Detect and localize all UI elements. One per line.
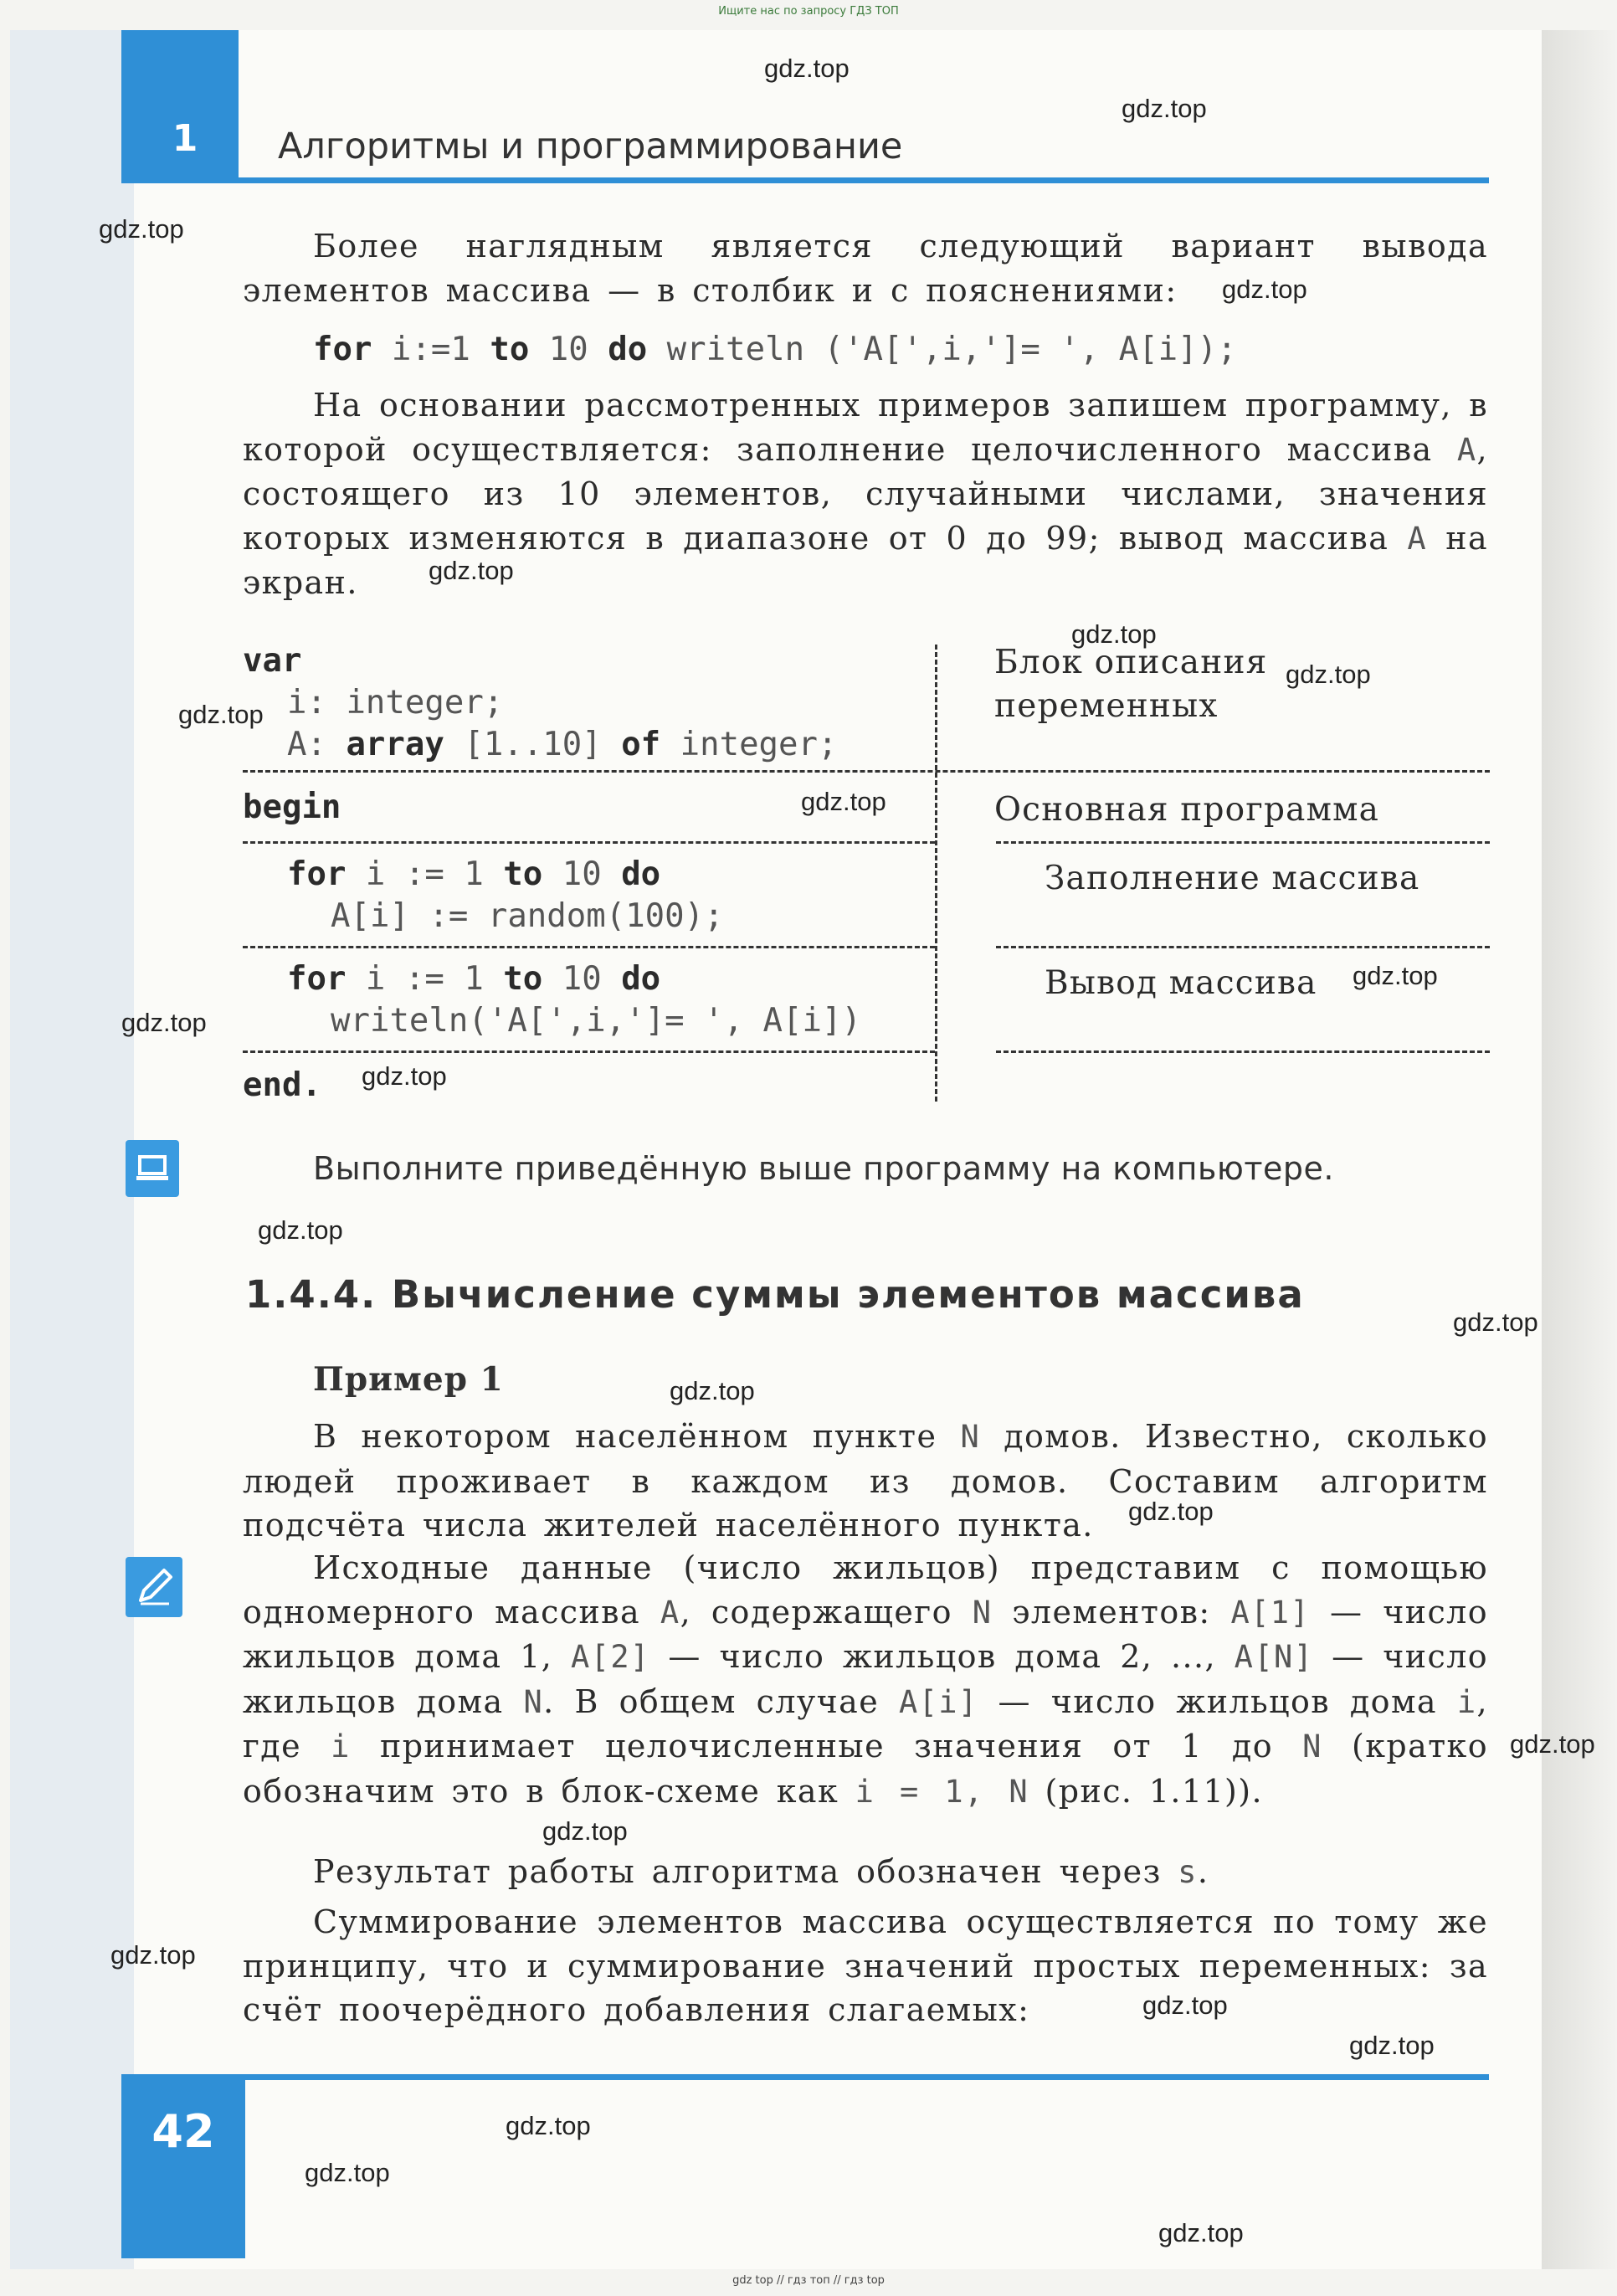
watermark: gdz.top <box>670 1376 755 1405</box>
text-run: — число жильцов дома 1, <box>243 1593 1488 1675</box>
comment-output-array: Вывод массива <box>1045 964 1317 1002</box>
inline-code: A <box>660 1594 680 1631</box>
table-divider <box>243 770 1490 773</box>
watermark: gdz.top <box>362 1061 447 1091</box>
code-output-statement: writeln('A[',i,']= ', A[i]) <box>331 1002 861 1040</box>
watermark: gdz.top <box>121 1008 207 1037</box>
text-run: , где <box>243 1682 1488 1764</box>
text-run: — число жильцов дома <box>978 1682 1457 1720</box>
watermark: gdz.top <box>1071 619 1157 649</box>
watermark: gdz.top <box>542 1816 628 1846</box>
text-run: На основании рассмотренных примеров запишем программу, в которой осуществляется: заполнение целочисленного массива <box>243 387 1488 468</box>
watermark: gdz.top <box>1158 2218 1244 2247</box>
inline-code: i <box>1456 1683 1477 1720</box>
keyword: do <box>608 331 648 368</box>
text-run: , содержащего <box>680 1593 973 1631</box>
header-rule <box>121 177 1489 183</box>
watermark: gdz.top <box>1122 94 1207 123</box>
inline-code: A <box>1407 520 1428 557</box>
inline-code: A[i] <box>898 1683 978 1720</box>
computer-task-note: Выполните приведённую выше программу на компьютере. <box>313 1150 1334 1187</box>
text-run: элементов: <box>992 1593 1231 1631</box>
watermark: gdz.top <box>178 700 264 729</box>
inline-code: A <box>1456 431 1477 468</box>
code-begin <box>243 787 341 829</box>
comment-main-program: Основная программа <box>994 791 1380 829</box>
left-margin-strip <box>10 30 134 2269</box>
inline-code: A[1] <box>1230 1594 1311 1631</box>
keyword: to <box>490 331 530 368</box>
example-title: Пример 1 <box>313 1360 504 1399</box>
code-text: i := 1 <box>346 855 504 893</box>
text-run: Исходные данные (число жильцов) представим с помощью одномерного массива <box>243 1549 1488 1631</box>
table-divider <box>243 1050 935 1053</box>
page-number: 42 <box>151 2105 215 2158</box>
top-search-note: Ищите нас по запросу ГДЗ ТОП <box>718 5 899 18</box>
watermark: gdz.top <box>801 787 886 816</box>
code-fill-statement: A[i] := random(100); <box>331 897 724 935</box>
table-divider <box>996 946 1490 948</box>
intro-code-line <box>313 329 1237 371</box>
text-run: домов. Известно, сколько людей проживает в каждом из домов. Составим алгоритм подсчёта числа жителей населённого пункта. <box>243 1418 1489 1544</box>
inline-code: A[2] <box>570 1639 650 1675</box>
watermark: gdz.top <box>1510 1729 1595 1759</box>
inline-code: N <box>523 1683 544 1720</box>
inline-code: N <box>960 1419 981 1455</box>
watermark: gdz.top <box>429 556 514 585</box>
watermark: gdz.top <box>506 2111 591 2140</box>
keyword: to <box>503 960 543 998</box>
code-text: writeln ('A[',i,']= ', A[i]); <box>647 331 1237 368</box>
code-text: integer; <box>660 726 838 763</box>
watermark: gdz.top <box>1222 275 1307 304</box>
keyword: for <box>287 960 346 998</box>
inline-code: i = 1, N <box>855 1773 1029 1810</box>
code-fill-loop <box>287 854 660 896</box>
code-text: A: <box>287 726 346 763</box>
code-output-loop <box>287 958 660 1000</box>
chapter-number: 1 <box>172 117 198 160</box>
watermark: gdz.top <box>764 54 850 83</box>
watermark: gdz.top <box>1128 1497 1214 1526</box>
intro-paragraph: Более наглядным является следующий вариант вывода элементов массива — в столбик и с пояснениями: <box>243 228 1488 309</box>
keyword: of <box>621 726 661 763</box>
code-text: 10 <box>529 331 608 368</box>
text-run: Результат работы алгоритма обозначен через <box>313 1853 1178 1890</box>
code-end <box>243 1065 321 1107</box>
text-run: — число жильцов дома 2, ..., <box>649 1638 1235 1675</box>
table-divider <box>243 841 935 844</box>
code-a-declaration <box>287 724 837 766</box>
page-edge-shadow <box>1542 30 1617 2269</box>
text-run: — число жильцов дома <box>243 1638 1489 1720</box>
watermark: gdz.top <box>110 1940 196 1970</box>
code-var <box>243 640 301 682</box>
example-paragraph-4: Суммирование элементов массива осуществляется по тому же принципу, что и суммирование значений простых переменных: за счёт поочерёдного добавления слагаемых: <box>243 1903 1488 2028</box>
comment-declarations: Блок описания переменных <box>994 644 1268 725</box>
text-run: принимает целочисленные значения от 1 до <box>350 1728 1303 1764</box>
computer-icon <box>126 1140 179 1197</box>
watermark: gdz.top <box>99 214 184 244</box>
watermark: gdz.top <box>1286 660 1371 689</box>
keyword: do <box>621 855 661 893</box>
keyword: for <box>313 331 372 368</box>
inline-code: A[N] <box>1234 1639 1314 1675</box>
code-text: i := 1 <box>346 960 504 998</box>
table-vertical-divider <box>935 645 937 1102</box>
table-divider <box>996 1050 1490 1053</box>
code-text: i:=1 <box>372 331 490 368</box>
watermark: gdz.top <box>258 1215 343 1245</box>
keyword: do <box>621 960 661 998</box>
text-run: . В общем случае <box>543 1682 899 1720</box>
bottom-site-note: gdz top // гдз топ // гдз top <box>732 2274 885 2287</box>
table-divider <box>996 841 1490 844</box>
watermark: gdz.top <box>1453 1307 1538 1337</box>
text-run: В некотором населённом пункте <box>313 1418 961 1455</box>
watermark: gdz.top <box>305 2158 390 2187</box>
keyword: begin <box>243 788 341 826</box>
text-run: на экран. <box>243 519 1488 601</box>
inline-code: N <box>972 1594 993 1631</box>
code-text: [1..10] <box>444 726 622 763</box>
inline-code: N <box>1302 1728 1322 1764</box>
example-paragraph-3 <box>243 1850 1488 1895</box>
code-text: 10 <box>542 960 622 998</box>
inline-code: i <box>331 1728 351 1764</box>
watermark: gdz.top <box>1353 961 1438 990</box>
keyword: to <box>503 855 543 893</box>
example-paragraph-2 <box>243 1546 1488 1814</box>
section-title: 1.4.4. Вычисление суммы элементов массива <box>245 1272 1305 1317</box>
inline-code: s <box>1178 1854 1198 1890</box>
keyword: var <box>243 642 302 680</box>
keyword: end. <box>243 1066 321 1104</box>
text-run: (рис. 1.11)). <box>1029 1772 1263 1810</box>
pencil-icon <box>126 1557 182 1617</box>
code-i-declaration: i: integer; <box>287 684 504 722</box>
watermark: gdz.top <box>1142 1990 1228 2020</box>
page-number-tab <box>121 2074 245 2258</box>
comment-fill-array: Заполнение массива <box>1045 860 1420 897</box>
chapter-title: Алгоритмы и программирование <box>278 126 903 167</box>
text-run: (кратко обозначим это в блок-схеме как <box>243 1728 1488 1810</box>
text-run: , состоящего из 10 элементов, случайными числами, значения которых изменяются в диапазоне от 0 до 99; вывод массива <box>243 430 1488 557</box>
keyword: array <box>346 726 444 763</box>
text-run: . <box>1197 1853 1209 1890</box>
table-divider <box>243 946 935 948</box>
keyword: for <box>287 855 346 893</box>
watermark: gdz.top <box>1349 2031 1435 2060</box>
code-text: 10 <box>542 855 622 893</box>
example-paragraph-1 <box>243 1415 1488 1548</box>
footer-rule <box>121 2074 1489 2080</box>
